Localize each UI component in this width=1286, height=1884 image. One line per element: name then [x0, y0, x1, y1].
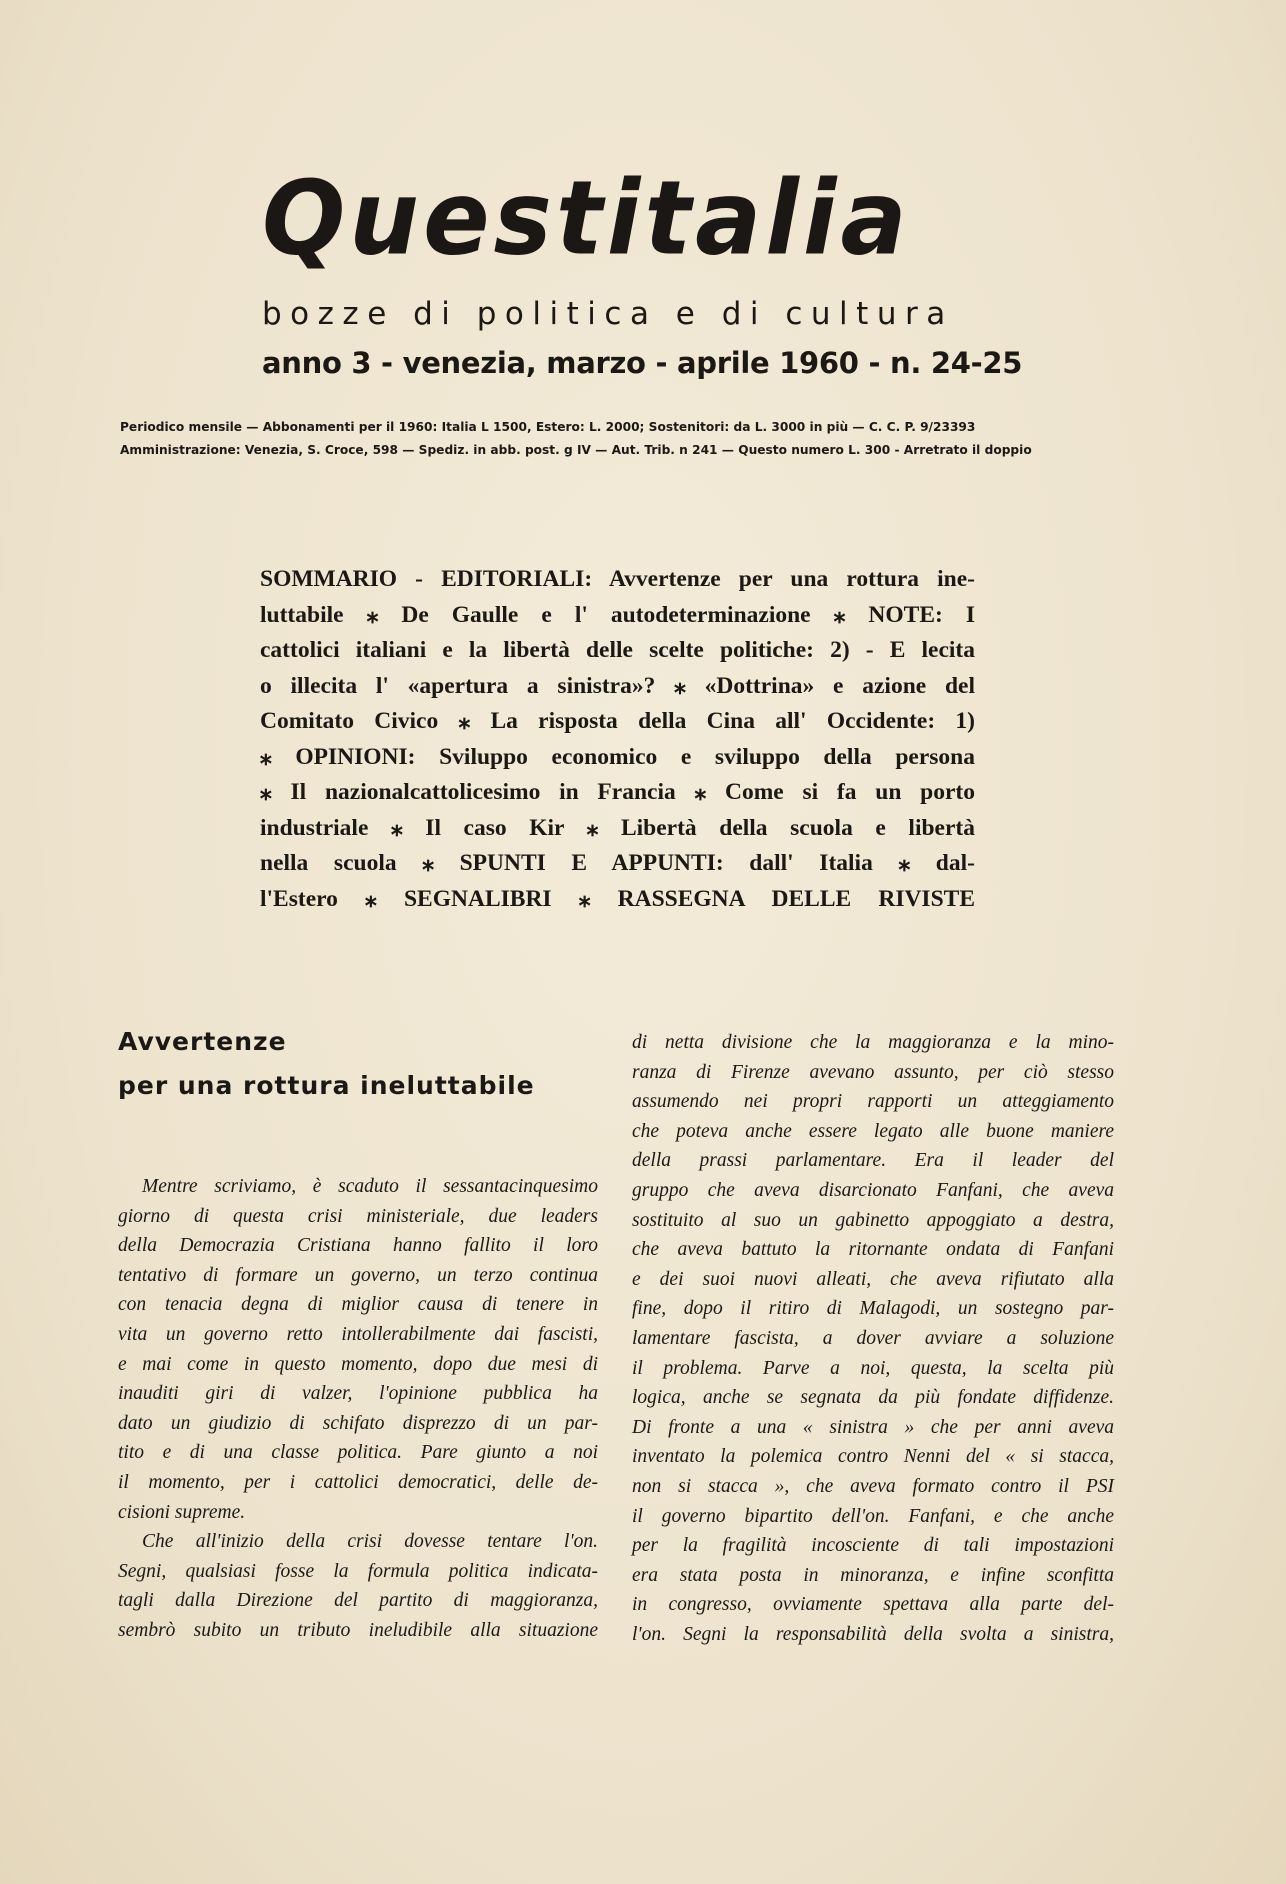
text-line: Mentre scriviamo, è scaduto il sessantacinquesimo [142, 1176, 598, 1197]
text-line: della Democrazia Cristiana hanno fallito il loro [118, 1235, 598, 1257]
text-line: inauditi giri di valzer, l'opinione pubblica ha [118, 1383, 598, 1405]
summary-line: luttabile ⁎ De Gaulle e l' autodeterminazione ⁎ NOTE: I [260, 601, 975, 628]
summary-line: l'Estero ⁎ SEGNALIBRI ⁎ RASSEGNA DELLE RIVISTE [260, 885, 975, 912]
issue-line: anno 3 - venezia, marzo - aprile 1960 - n. 24-25 [262, 346, 1023, 380]
text-line: sembrò subito un tributo ineludibile alla situazione [118, 1619, 598, 1641]
text-line: il problema. Parve a noi, questa, la scelta più [632, 1357, 1114, 1379]
text-line: il momento, per i cattolici democratici, delle de- [118, 1471, 598, 1493]
subscription-line: Periodico mensile — Abbonamenti per il 1960: Italia L 1500, Estero: L. 2000; Sostenitori: da L. 3000 in più — C. C. P. 9/23393 [120, 420, 976, 434]
text-line: di netta divisione che la maggioranza e la mino- [632, 1032, 1114, 1053]
text-line: dato un giudizio di schifato disprezzo di un par- [118, 1412, 598, 1434]
text-line: tito e di una classe politica. Pare giunto a noi [118, 1442, 598, 1464]
summary-line: SOMMARIO - EDITORIALI: Avvertenze per una rottura ine- [260, 566, 975, 592]
text-line: e mai come in questo momento, dopo due mesi di [118, 1353, 598, 1375]
text-line: l'on. Segni la responsabilità della svolta a sinistra, [632, 1623, 1114, 1645]
summary-line: industriale ⁎ Il caso Kir ⁎ Libertà della scuola e libertà [260, 814, 975, 841]
magazine-logo: Questitalia [262, 159, 911, 279]
summary-line: ⁎ Il nazionalcattolicesimo in Francia ⁎ Come si fa un porto [260, 779, 975, 805]
article-title-line: Avvertenze [118, 1027, 287, 1056]
text-line: fine, dopo il ritiro di Malagodi, un sostegno par- [632, 1298, 1114, 1320]
summary-line: cattolici italiani e la libertà delle scelte politiche: 2) - E lecita [260, 637, 975, 663]
article-column-left [118, 1172, 598, 1646]
text-line: tentativo di formare un governo, un terzo continua [118, 1264, 598, 1286]
summary-line: nella scuola ⁎ SPUNTI E APPUNTI: dall' Italia ⁎ dal- [260, 850, 975, 876]
text-line: con tenacia degna di miglior causa di tenere in [118, 1294, 598, 1316]
summary-line: ⁎ OPINIONI: Sviluppo economico e sviluppo della persona [260, 743, 975, 770]
text-line: Di fronte a una « sinistra » che per anni aveva [632, 1416, 1114, 1438]
text-line: giorno di questa crisi ministeriale, due leaders [118, 1205, 598, 1227]
text-line: inventato la polemica contro Nenni del « si stacca, [632, 1446, 1114, 1468]
text-line: della prassi parlamentare. Era il leader del [632, 1150, 1114, 1172]
text-line: il governo bipartito dell'on. Fanfani, e che anche [632, 1505, 1114, 1527]
table-of-contents [260, 562, 975, 917]
text-line: cisioni supreme. [118, 1501, 246, 1523]
text-line: tagli dalla Direzione del partito di maggioranza, [118, 1590, 598, 1612]
article-title-line: per una rottura ineluttabile [118, 1071, 535, 1100]
text-line: Che all'inizio della crisi dovesse tentare l'on. [142, 1531, 598, 1553]
publication-info [120, 416, 1120, 462]
article-title [118, 1020, 618, 1108]
article-column-right [632, 1028, 1114, 1649]
masthead [262, 159, 1023, 380]
text-line: ranza di Firenze avevano assunto, per ciò stesso [632, 1061, 1114, 1083]
administration-line: Amministrazione: Venezia, S. Croce, 598 — Spediz. in abb. post. g IV — Aut. Trib. n 241 — Questo numero L. 300 - Arretrato il doppio [120, 443, 1032, 457]
summary-line: o illecita l' «apertura a sinistra»? ⁎ «Dottrina» e azione del [260, 672, 975, 699]
text-line: sostituito al suo un gabinetto appoggiato a destra, [632, 1209, 1114, 1231]
text-line: Segni, qualsiasi fosse la formula politica indicata- [118, 1560, 598, 1582]
text-line: per la fragilità incosciente di tali impostazioni [632, 1535, 1114, 1557]
text-line: assumendo nei propri rapporti un atteggiamento [632, 1091, 1114, 1113]
text-line: in congresso, ovviamente spettava alla parte del- [632, 1594, 1114, 1616]
text-line: gruppo che aveva disarcionato Fanfani, che aveva [632, 1179, 1114, 1201]
text-line: vita un governo retto intollerabilmente dai fascisti, [118, 1323, 598, 1345]
text-line: e dei suoi nuovi alleati, che aveva rifiutato alla [632, 1268, 1114, 1290]
text-line: era stata posta in minoranza, e infine sconfitta [632, 1564, 1114, 1586]
text-line: lamentare fascista, a dover avviare a soluzione [632, 1327, 1114, 1349]
text-line: logica, anche se segnata da più fondate diffidenze. [632, 1387, 1114, 1409]
text-line: che poteva anche essere legato alle buone maniere [632, 1120, 1114, 1142]
text-line: che aveva battuto la ritornante ondata di Fanfani [632, 1239, 1114, 1261]
summary-line: Comitato Civico ⁎ La risposta della Cina all' Occidente: 1) [260, 708, 975, 734]
tagline: bozze di politica e di cultura [262, 296, 954, 332]
text-line: non si stacca », che aveva formato contro il PSI [632, 1475, 1114, 1497]
